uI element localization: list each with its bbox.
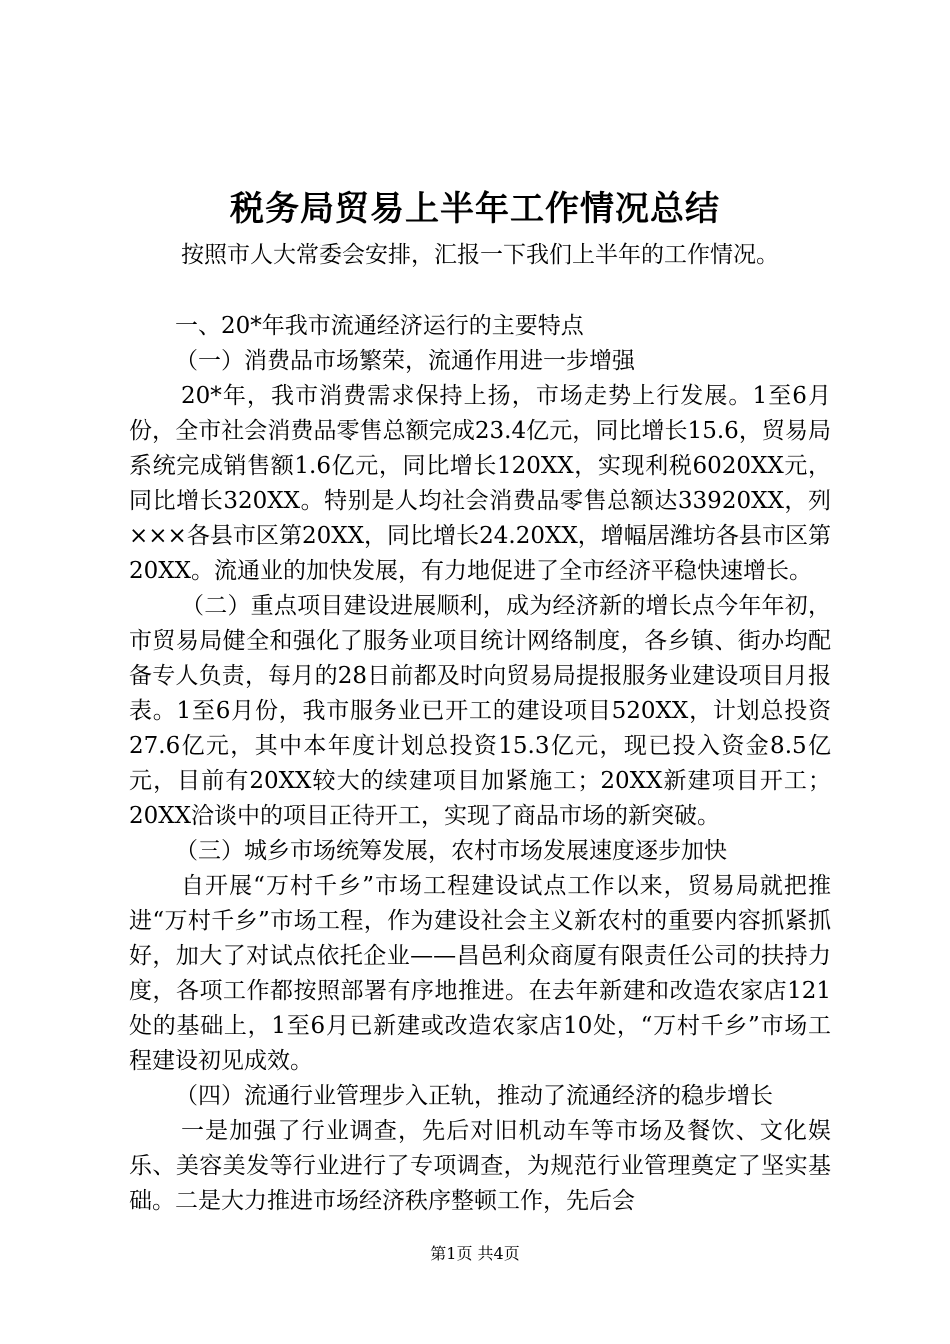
document-title: 税务局贸易上半年工作情况总结	[230, 189, 720, 229]
paragraph-gap	[129, 273, 831, 309]
intro-paragraph: 按照市人大常委会安排，汇报一下我们上半年的工作情况。	[181, 242, 779, 268]
page-footer: 第1页 共4页	[430, 1244, 520, 1263]
subsection-heading-3: （三）城乡市场统筹发展，农村市场发展速度逐步加快	[175, 838, 727, 864]
subsection-body-3: 自开展“万村千乡”市场工程建设试点工作以来，贸易局就把推进“万村千乡”市场工程，作为建设社会主义新农村的重要内容抓紧抓好，加大了对试点依托企业——昌邑利众商厦有限责任公司的扶持力度，各项工作都按照部署有序地推进。在去年新建和改造农家店121处的基础上，1至6月已新建或改造农家店10处，“万村千乡”市场工程建设初见成效。	[129, 873, 831, 1074]
subsection-body-4: 一是加强了行业调查，先后对旧机动车等市场及餐饮、文化娱乐、美容美发等行业进行了专项调查，为规范行业管理奠定了坚实基础。二是大力推进市场经济秩序整顿工作，先后会	[129, 1118, 831, 1214]
section-heading: 一、20*年我市流通经济运行的主要特点	[175, 313, 584, 339]
subsection-body-2: （二）重点项目建设进展顺利，成为经济新的增长点今年年初，市贸易局健全和强化了服务业项目统计网络制度，各乡镇、街办均配备专人负责，每月的28日前都及时向贸易局提报服务业建设项目月报表。1至6月份，我市服务业已开工的建设项目520XX，计划总投资27.6亿元，其中本年度计划总投资15.3亿元，现已投入资金8.5亿元，目前有20XX较大的续建项目加紧施工；20XX新建项目开工；20XX洽谈中的项目正待开工，实现了商品市场的新突破。	[129, 593, 831, 829]
subsection-heading-4: （四）流通行业管理步入正轨，推动了流通经济的稳步增长	[175, 1083, 773, 1109]
subsection-heading-1: （一）消费品市场繁荣，流通作用进一步增强	[175, 348, 635, 374]
document-body	[129, 238, 831, 1219]
subsection-body-1: 20*年，我市消费需求保持上扬，市场走势上行发展。1至6月份，全市社会消费品零售总额完成23.4亿元，同比增长15.6，贸易局系统完成销售额1.6亿元，同比增长120XX，实现利税6020XX元，同比增长320XX。特别是人均社会消费品零售总额达33920XX，列×××各县市区第20XX，同比增长24.20XX，增幅居潍坊各县市区第20XX。流通业的加快发展，有力地促进了全市经济平稳快速增长。	[129, 383, 831, 584]
